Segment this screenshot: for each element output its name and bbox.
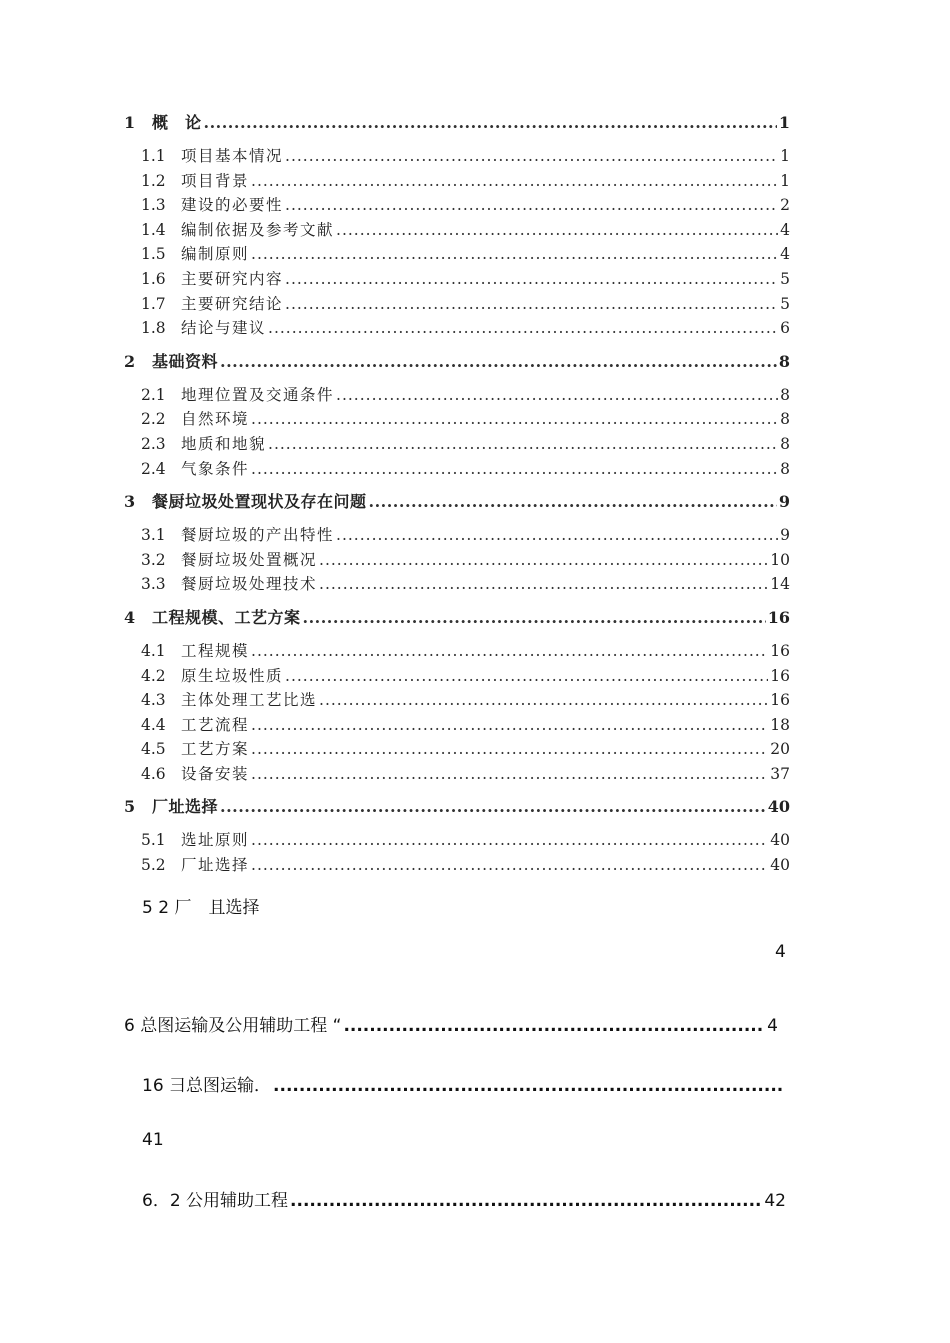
toc-leader-dots <box>285 196 778 214</box>
toc-leader-dots <box>285 270 778 288</box>
toc-chapter-6-page: 4 <box>767 1016 778 1036</box>
toc-section-title: 编制原则 <box>181 245 250 264</box>
toc-section-1-6 <box>124 267 790 292</box>
toc-chapter-6 <box>124 1011 778 1036</box>
toc-section-6-1-title: 16 彐总图运输． <box>142 1076 272 1096</box>
toc-section-page: 9 <box>780 526 790 545</box>
toc-section-page: 16 <box>770 666 790 685</box>
toc-section-title: 厂址选择 <box>181 856 250 875</box>
toc-section-4-3 <box>124 688 790 713</box>
toc-chapter-page: 40 <box>767 797 790 817</box>
toc-leader-dots <box>204 113 777 132</box>
toc-section-page: 8 <box>780 385 790 404</box>
toc-leader-dots <box>319 691 768 709</box>
toc-section-number: 3.1 <box>141 526 166 545</box>
toc-chapter-page: 9 <box>778 492 790 512</box>
toc-leader-dots <box>285 147 778 165</box>
toc-section-page: 6 <box>780 319 790 338</box>
toc-chapter-title: 厂址选择 <box>152 797 219 817</box>
toc-section-4-5 <box>124 737 790 762</box>
toc-chapter-title: 工程规模、工艺方案 <box>152 607 301 627</box>
toc-leader-dots <box>251 765 768 783</box>
toc-chapter-number: 3 <box>124 492 136 512</box>
toc-chapter-3 <box>124 489 790 515</box>
toc-section-page: 8 <box>780 459 790 478</box>
toc-section-1-1 <box>124 144 790 169</box>
toc-leader-dots <box>285 295 778 313</box>
toc-garbled-line-5-2: 5 2 厂 且选择 <box>142 898 260 918</box>
toc-section-1-2 <box>124 169 790 194</box>
toc-section-title: 自然环境 <box>181 410 250 429</box>
toc-leader-dots <box>273 1076 782 1096</box>
toc-section-title: 工艺方案 <box>181 740 250 759</box>
toc-section-number: 2.4 <box>141 459 166 478</box>
toc-section-number: 1.1 <box>141 147 166 165</box>
toc-section-number: 3.3 <box>141 575 166 594</box>
toc-section-page: 10 <box>770 550 790 569</box>
toc-leader-dots <box>319 575 768 593</box>
toc-chapter-page: 8 <box>778 351 790 371</box>
toc-leader-dots <box>251 460 778 478</box>
toc-leader-dots <box>268 319 778 337</box>
toc-section-title: 工艺流程 <box>181 715 250 734</box>
toc-chapter-1 <box>124 110 790 136</box>
toc-section-1-7 <box>124 292 790 317</box>
toc-section-page: 1 <box>780 171 790 190</box>
toc-section-page: 4 <box>780 245 790 264</box>
toc-chapter-page: 16 <box>767 607 790 627</box>
toc-section-page: 40 <box>770 831 790 850</box>
toc-section-5-1 <box>124 828 790 853</box>
toc-section-page: 16 <box>770 641 790 660</box>
toc-section-title: 主要研究结论 <box>181 294 284 313</box>
toc-section-2-3 <box>124 432 790 457</box>
toc-chapter-5 <box>124 794 790 820</box>
toc-section-title: 主要研究内容 <box>181 269 284 288</box>
toc-leader-dots <box>369 492 777 511</box>
toc-section-title: 工程规模 <box>181 641 250 660</box>
toc-leader-dots <box>336 526 778 544</box>
toc-leader-dots <box>251 245 778 263</box>
toc-chapter-page: 1 <box>778 113 790 132</box>
toc-section-5-2 <box>124 853 790 878</box>
toc-section-number: 1.6 <box>141 269 166 288</box>
toc-section-title: 建设的必要性 <box>181 196 284 215</box>
toc-leader-dots <box>251 856 768 874</box>
toc-chapter-title: 概 论 <box>152 113 202 132</box>
toc-section-number: 1.3 <box>141 196 166 215</box>
toc-section-2-1 <box>124 383 790 408</box>
toc-section-page: 1 <box>780 147 790 165</box>
toc-section-page: 8 <box>780 410 790 429</box>
toc-leader-dots <box>303 608 766 627</box>
toc-leader-dots <box>251 740 768 758</box>
toc-section-1-3 <box>124 193 790 218</box>
toc-chapter-2 <box>124 349 790 375</box>
toc-section-number: 1.2 <box>141 171 166 190</box>
toc-section-title: 项目基本情况 <box>181 147 284 165</box>
toc-section-title: 地质和地貌 <box>181 434 267 453</box>
toc-section-number: 4.4 <box>141 715 166 734</box>
toc-section-6-2-title: 6．2 公用辅助工程 <box>142 1191 289 1211</box>
toc-section-title: 编制依据及参考文献 <box>181 220 335 239</box>
toc-section-title: 项目背景 <box>181 171 250 190</box>
toc-section-number: 5.1 <box>141 831 166 850</box>
toc-section-title: 地理位置及交通条件 <box>181 385 335 404</box>
toc-section-number: 2.1 <box>141 385 166 404</box>
toc-section-page: 18 <box>770 715 790 734</box>
toc-section-page: 14 <box>770 575 790 594</box>
toc-section-1-8 <box>124 316 790 341</box>
toc-section-page: 40 <box>770 856 790 875</box>
toc-section-3-3 <box>124 572 790 597</box>
toc-garbled-page-4: 4 <box>775 942 786 962</box>
toc-section-number: 4.1 <box>141 641 166 660</box>
toc-section-title: 设备安装 <box>181 764 250 783</box>
toc-section-number: 1.4 <box>141 220 166 239</box>
toc-section-1-4 <box>124 218 790 243</box>
toc-section-page: 37 <box>770 764 790 783</box>
toc-leader-dots <box>319 551 768 569</box>
toc-section-number: 2.3 <box>141 434 166 453</box>
toc-section-number: 3.2 <box>141 550 166 569</box>
toc-section-number: 4.3 <box>141 691 166 710</box>
toc-chapter-number: 1 <box>124 113 136 132</box>
toc-leader-dots <box>336 386 778 404</box>
toc-section-6-2 <box>142 1186 786 1211</box>
toc-section-2-4 <box>124 457 790 482</box>
table-of-contents <box>124 110 790 878</box>
toc-section-6-1 <box>142 1071 784 1096</box>
toc-section-number: 1.5 <box>141 245 166 264</box>
toc-section-title: 结论与建议 <box>181 319 267 338</box>
toc-leader-dots <box>343 1016 765 1036</box>
toc-leader-dots <box>251 642 768 660</box>
toc-section-page: 20 <box>770 740 790 759</box>
toc-section-4-6 <box>124 762 790 787</box>
toc-leader-dots <box>220 352 777 371</box>
toc-leader-dots <box>290 1191 762 1211</box>
toc-leader-dots <box>251 172 778 190</box>
toc-chapter-4 <box>124 605 790 631</box>
toc-section-6-1-page: 41 <box>142 1130 164 1150</box>
toc-section-title: 餐厨垃圾处理技术 <box>181 575 318 594</box>
toc-chapter-title: 基础资料 <box>152 351 219 371</box>
toc-chapter-number: 2 <box>124 351 136 371</box>
toc-section-page: 8 <box>780 434 790 453</box>
toc-section-page: 5 <box>780 294 790 313</box>
toc-section-1-5 <box>124 242 790 267</box>
toc-leader-dots <box>336 221 778 239</box>
toc-section-3-1 <box>124 523 790 548</box>
toc-section-title: 原生垃圾性质 <box>181 666 284 685</box>
toc-leader-dots <box>220 797 766 816</box>
toc-section-number: 2.2 <box>141 410 166 429</box>
toc-section-6-2-page: 42 <box>764 1191 786 1211</box>
toc-section-number: 4.6 <box>141 764 166 783</box>
toc-section-page: 4 <box>780 220 790 239</box>
toc-chapter-title: 餐厨垃圾处置现状及存在问题 <box>152 492 367 512</box>
toc-section-3-2 <box>124 548 790 573</box>
toc-section-title: 主体处理工艺比选 <box>181 691 318 710</box>
toc-section-page: 2 <box>780 196 790 215</box>
toc-leader-dots <box>251 410 778 428</box>
toc-section-title: 气象条件 <box>181 459 250 478</box>
toc-section-title: 餐厨垃圾的产出特性 <box>181 526 335 545</box>
toc-chapter-number: 4 <box>124 607 136 627</box>
toc-leader-dots <box>251 716 768 734</box>
toc-section-page: 5 <box>780 269 790 288</box>
toc-section-4-1 <box>124 639 790 664</box>
toc-section-4-2 <box>124 664 790 689</box>
toc-section-number: 4.5 <box>141 740 166 759</box>
toc-section-number: 1.7 <box>141 294 166 313</box>
toc-leader-dots <box>268 435 778 453</box>
toc-section-title: 选址原则 <box>181 831 250 850</box>
toc-section-2-2 <box>124 407 790 432</box>
toc-chapter-6-title: 6 总图运输及公用辅助工程 “ <box>124 1016 342 1036</box>
toc-section-page: 16 <box>770 691 790 710</box>
toc-chapter-number: 5 <box>124 797 136 817</box>
toc-leader-dots <box>285 667 768 685</box>
toc-section-title: 餐厨垃圾处置概况 <box>181 550 318 569</box>
toc-section-number: 1.8 <box>141 319 166 338</box>
toc-section-number: 5.2 <box>141 856 166 875</box>
toc-section-number: 4.2 <box>141 666 166 685</box>
toc-section-4-4 <box>124 713 790 738</box>
toc-leader-dots <box>251 831 768 849</box>
